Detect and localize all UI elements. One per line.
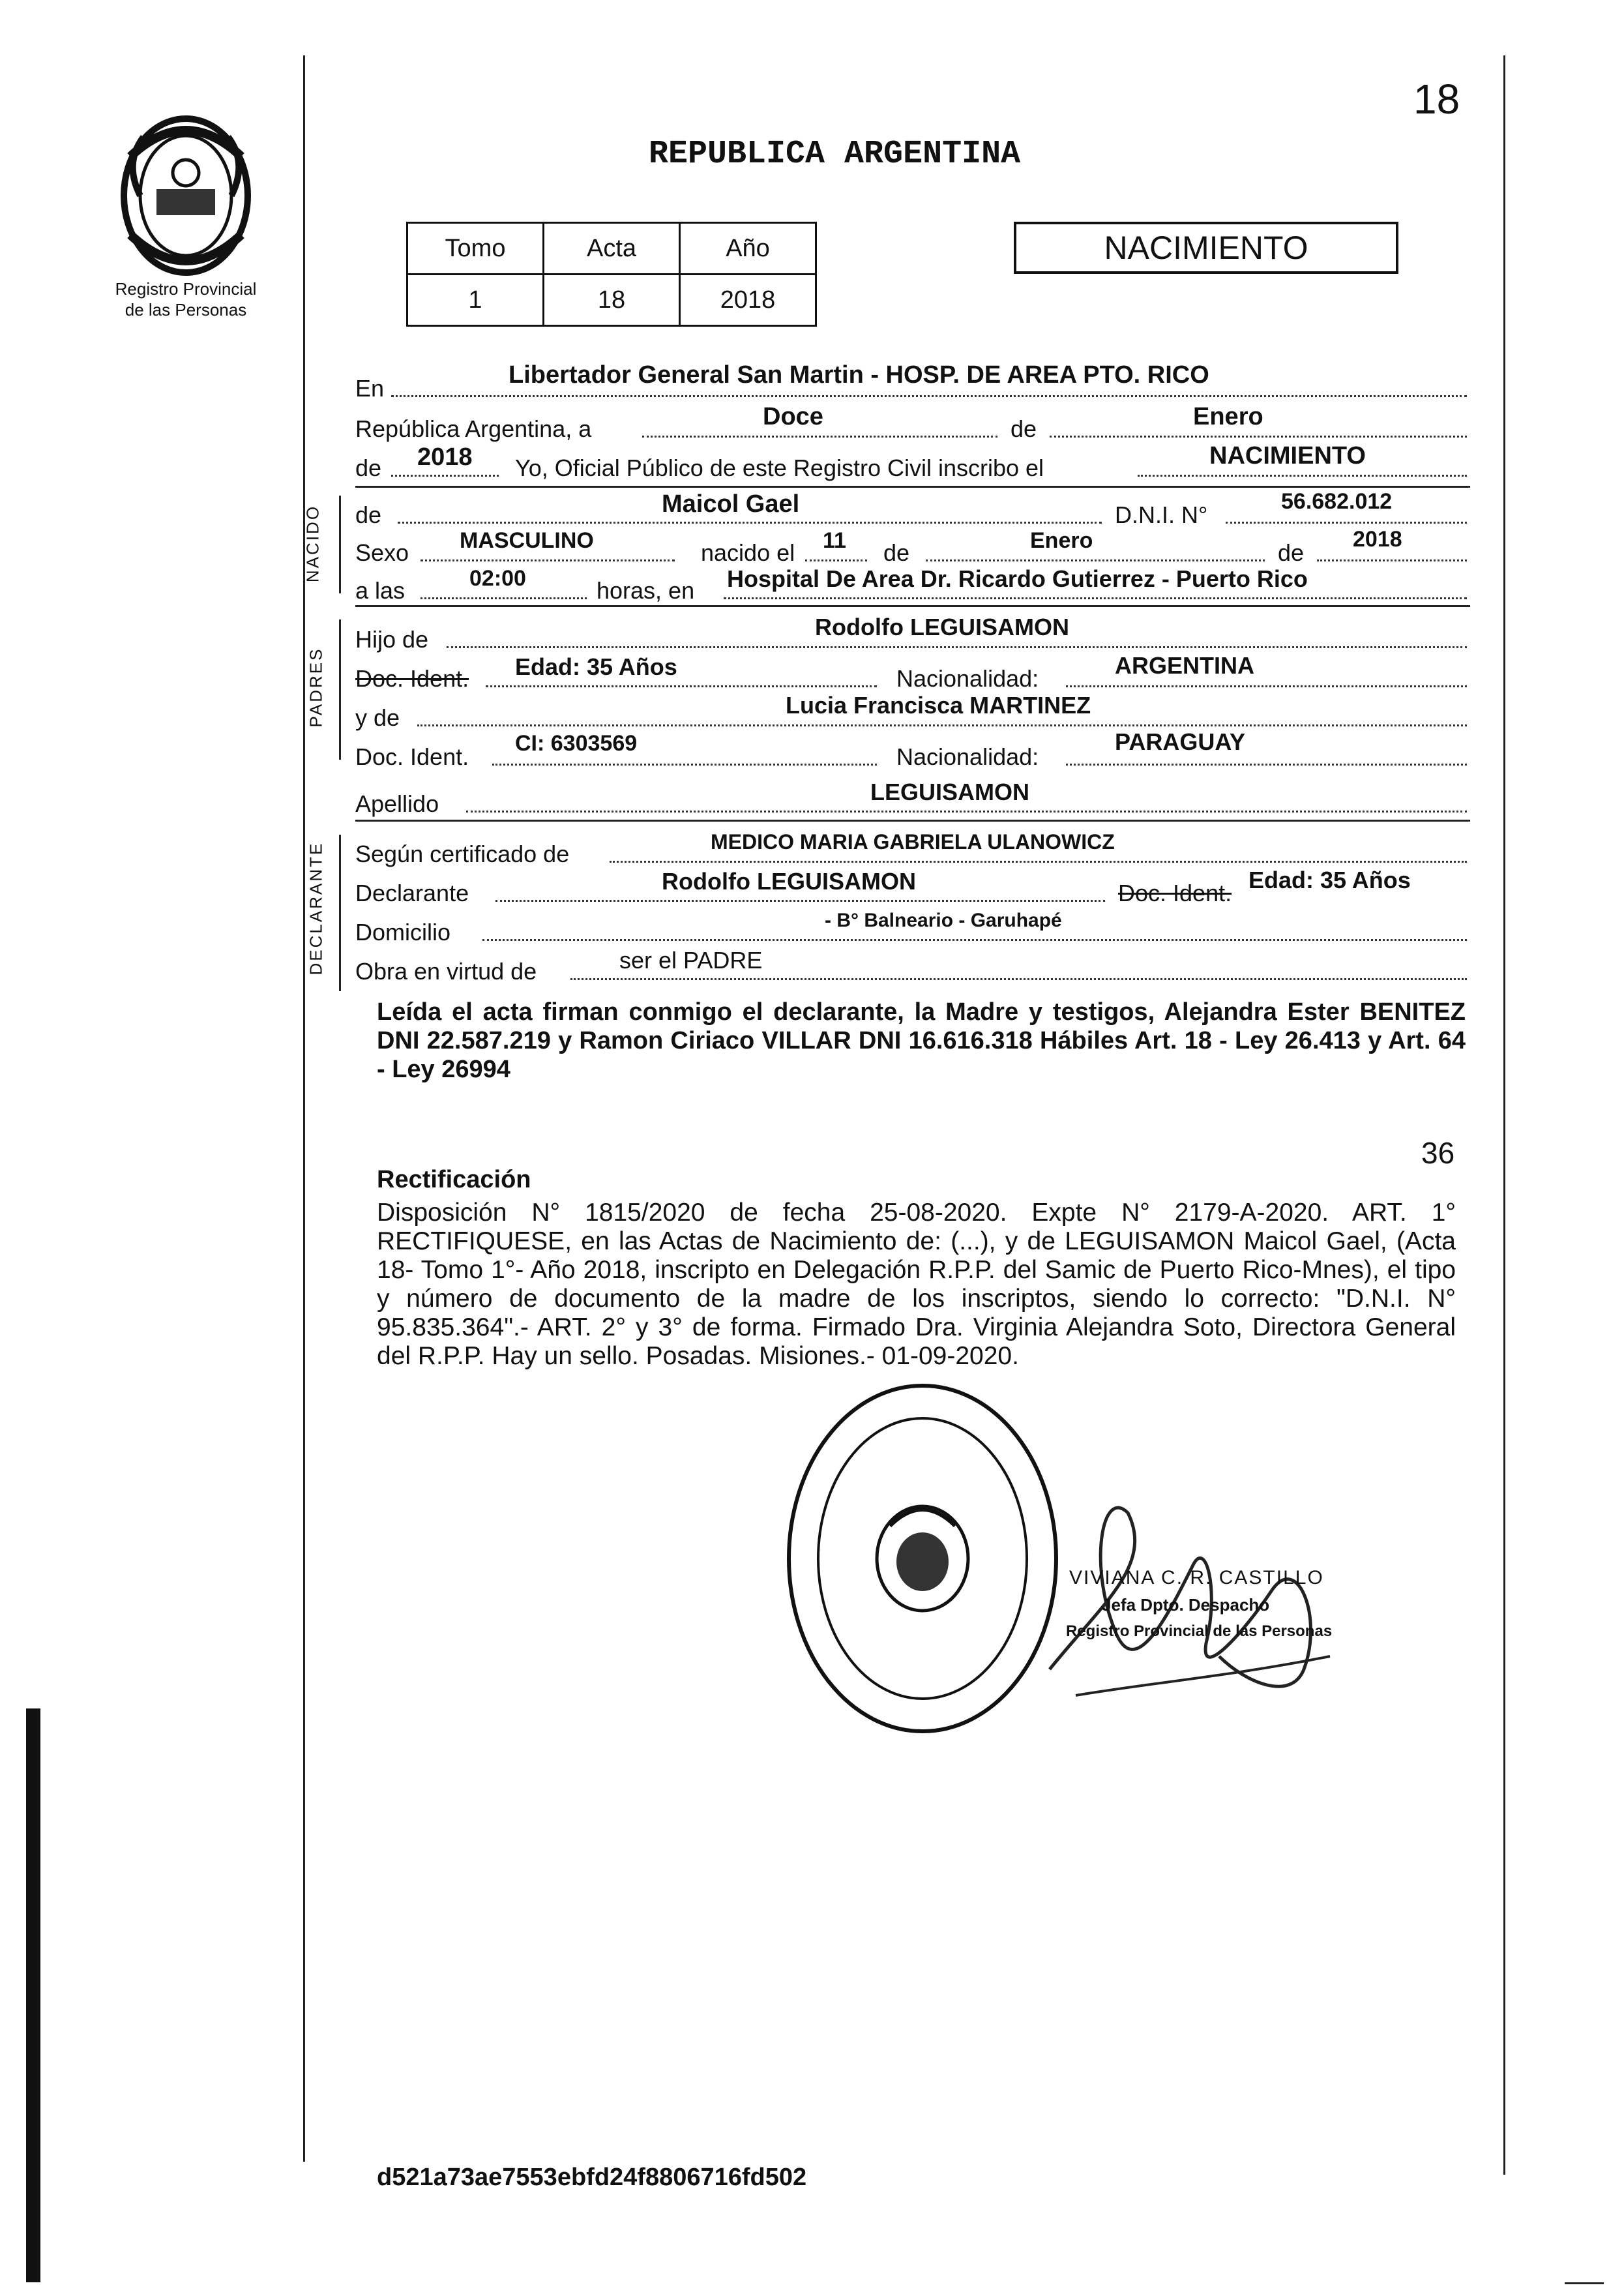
declarante-name: Rodolfo LEGUISAMON <box>662 868 916 895</box>
province-seal-logo <box>104 111 267 280</box>
nacido-el-label: nacido el <box>701 539 795 566</box>
birth-month-dots <box>926 559 1265 561</box>
document-hash: d521a73ae7553ebfd24f8806716fd502 <box>377 2164 807 2191</box>
father-age: Edad: 35 Años <box>515 653 677 680</box>
certificado-dots <box>610 861 1467 863</box>
anio-header: Año <box>680 223 816 275</box>
rectificacion-number: 36 <box>1421 1136 1455 1170</box>
time-dots <box>421 597 587 599</box>
father-nacionalidad-label: Nacionalidad: <box>896 665 1039 692</box>
de-label-2: de <box>355 455 382 481</box>
obra-value: ser el PADRE <box>619 947 763 974</box>
birth-time: 02:00 <box>469 566 526 591</box>
sexo-label: Sexo <box>355 539 409 566</box>
act-month: Enero <box>1193 403 1263 430</box>
binding-edge <box>26 1708 40 2282</box>
registry-name-line2: de las Personas <box>125 300 247 320</box>
nacido-de-label: de <box>355 501 382 528</box>
father-nationality: ARGENTINA <box>1115 652 1254 679</box>
birth-year-dots <box>1317 559 1467 561</box>
nacido-de-label-2: de <box>883 539 910 566</box>
father-age-dots <box>486 685 877 687</box>
domicilio-label: Domicilio <box>355 919 451 946</box>
domicilio-dots <box>482 939 1467 941</box>
signer-title-1: Jefa Dpto. Despacho <box>1102 1595 1270 1615</box>
father-dots <box>447 646 1467 648</box>
declarante-bracket <box>339 835 341 991</box>
page-number: 18 <box>1413 76 1460 123</box>
declarante-age: Edad: 35 Años <box>1248 867 1411 893</box>
country-title: REPUBLICA ARGENTINA <box>649 136 1021 173</box>
day-dots <box>642 436 997 438</box>
y-de-label: y de <box>355 704 400 731</box>
bottom-edge-mark <box>1565 2282 1604 2284</box>
padres-bracket <box>339 619 341 760</box>
father-nationality-dots <box>1066 685 1467 687</box>
rectificacion-title: Rectificación <box>377 1166 531 1193</box>
child-sexo: MASCULINO <box>460 528 594 553</box>
official-stamp <box>779 1376 1066 1741</box>
hijo-de-label: Hijo de <box>355 626 429 653</box>
certificado-label: Según certificado de <box>355 841 570 867</box>
declarante-doc-ident-struck: Doc. Ident. <box>1118 880 1232 906</box>
place-dots <box>391 395 1467 397</box>
mother-doc-ident-label: Doc. Ident. <box>355 743 469 770</box>
record-type-label: NACIMIENTO <box>1104 230 1308 266</box>
mother-name: Lucia Francisca MARTINEZ <box>786 692 1091 719</box>
declarante-dots <box>495 900 1105 902</box>
republica-label: República Argentina, a <box>355 415 592 442</box>
mother-nationality: PARAGUAY <box>1115 728 1246 755</box>
record-type-box <box>1014 222 1398 274</box>
separator-2 <box>355 605 1470 607</box>
father-name: Rodolfo LEGUISAMON <box>815 614 1069 640</box>
separator-1 <box>355 486 1470 488</box>
acta-value: 18 <box>544 275 680 326</box>
mother-nacionalidad-label: Nacionalidad: <box>896 743 1039 770</box>
birth-place-dots <box>724 597 1467 599</box>
mother-doc-dots <box>492 764 877 766</box>
record-dots <box>1138 475 1467 477</box>
dni-dots <box>1226 522 1467 524</box>
apellido-value: LEGUISAMON <box>870 779 1030 805</box>
birth-month: Enero <box>1030 528 1093 553</box>
month-dots <box>1050 436 1467 438</box>
act-record: NACIMIENTO <box>1209 442 1366 470</box>
anio-value: 2018 <box>680 275 816 326</box>
signer-name: VIVIANA C. R. CASTILLO <box>1069 1567 1324 1588</box>
birth-day: 11 <box>823 528 846 553</box>
declarante-section-label: DECLARANTE <box>306 841 326 976</box>
obra-dots <box>570 978 1467 980</box>
horas-label: horas, en <box>597 577 695 604</box>
domicilio-value: - B° Balneario - Garuhapé <box>825 910 1062 931</box>
apellido-label: Apellido <box>355 790 439 817</box>
obra-label: Obra en virtud de <box>355 958 537 985</box>
act-place: Libertador General San Martin - HOSP. DE AREA PTO. RICO <box>509 361 1209 389</box>
birth-year: 2018 <box>1353 527 1402 552</box>
sexo-dots <box>421 559 675 561</box>
act-year: 2018 <box>417 443 473 471</box>
act-day: Doce <box>763 403 823 430</box>
de-label-1: de <box>1011 415 1037 442</box>
left-margin-rule <box>303 55 305 2162</box>
apellido-dots <box>466 811 1467 813</box>
child-dni: 56.682.012 <box>1281 489 1393 514</box>
closing-statement: Leída el acta firman conmigo el declarante, la Madre y testigos, Alejandra Ester BENITEZ DNI 22.587.219 y Ramon Ciriaco VILLAR DNI 16.616.318 Hábiles Art. 18 - Ley 26.413 y Art. 64 - Ley 26994 <box>377 998 1466 1083</box>
en-label: En <box>355 375 385 402</box>
tomo-value: 1 <box>407 275 544 326</box>
nacido-de-label-3: de <box>1278 539 1305 566</box>
nacido-bracket <box>339 496 341 593</box>
right-margin-rule <box>1503 55 1505 2175</box>
father-doc-ident-struck: Doc. Ident. <box>355 665 469 692</box>
reference-table <box>406 222 817 327</box>
signer-title-2: Registro Provincial de las Personas <box>1066 1622 1333 1640</box>
mother-dots <box>417 724 1467 726</box>
padres-section-label: PADRES <box>306 647 326 728</box>
tomo-header: Tomo <box>407 223 544 275</box>
birth-day-dots <box>805 559 867 561</box>
birth-place: Hospital De Area Dr. Ricardo Gutierrez - Puerto Rico <box>727 565 1308 592</box>
a-las-label: a las <box>355 577 406 604</box>
registry-name-line1: Registro Provincial <box>115 279 257 299</box>
rectificacion-text: Disposición N° 1815/2020 de fecha 25-08-2020. Expte N° 2179-A-2020. ART. 1° RECTIFIQUESE, en las Actas de Nacimiento de: (...), y de LEGUISAMON Maicol Gael, (Acta 18- Tomo 1°- Año 2018, inscripto en Delegación R.P.P. del Samic de Puerto Rico-Mnes), el tipo y número de documento de la madre de los inscriptos, siendo lo correcto: "D.N.I. N° 95.835.364".- ART. 2° y 3° de forma. Firmado Dra. Virginia Alejandra Soto, Directora General del R.P.P. Hay un sello. Posadas. Misiones.- 01-09-2020. <box>377 1199 1456 1370</box>
nacido-section-label: NACIDO <box>303 504 323 583</box>
certificado-value: MEDICO MARIA GABRIELA ULANOWICZ <box>711 830 1115 854</box>
child-name: Maicol Gael <box>662 490 800 518</box>
dni-label: D.N.I. N° <box>1115 501 1208 528</box>
yo-label: Yo, Oficial Público de este Registro Civil inscribo el <box>515 455 1044 481</box>
mother-nationality-dots <box>1066 764 1467 766</box>
acta-header: Acta <box>544 223 680 275</box>
separator-3 <box>355 820 1470 822</box>
name-dots <box>398 522 1102 524</box>
mother-doc: CI: 6303569 <box>515 731 638 756</box>
declarante-label: Declarante <box>355 880 469 906</box>
year-dots <box>391 475 499 477</box>
